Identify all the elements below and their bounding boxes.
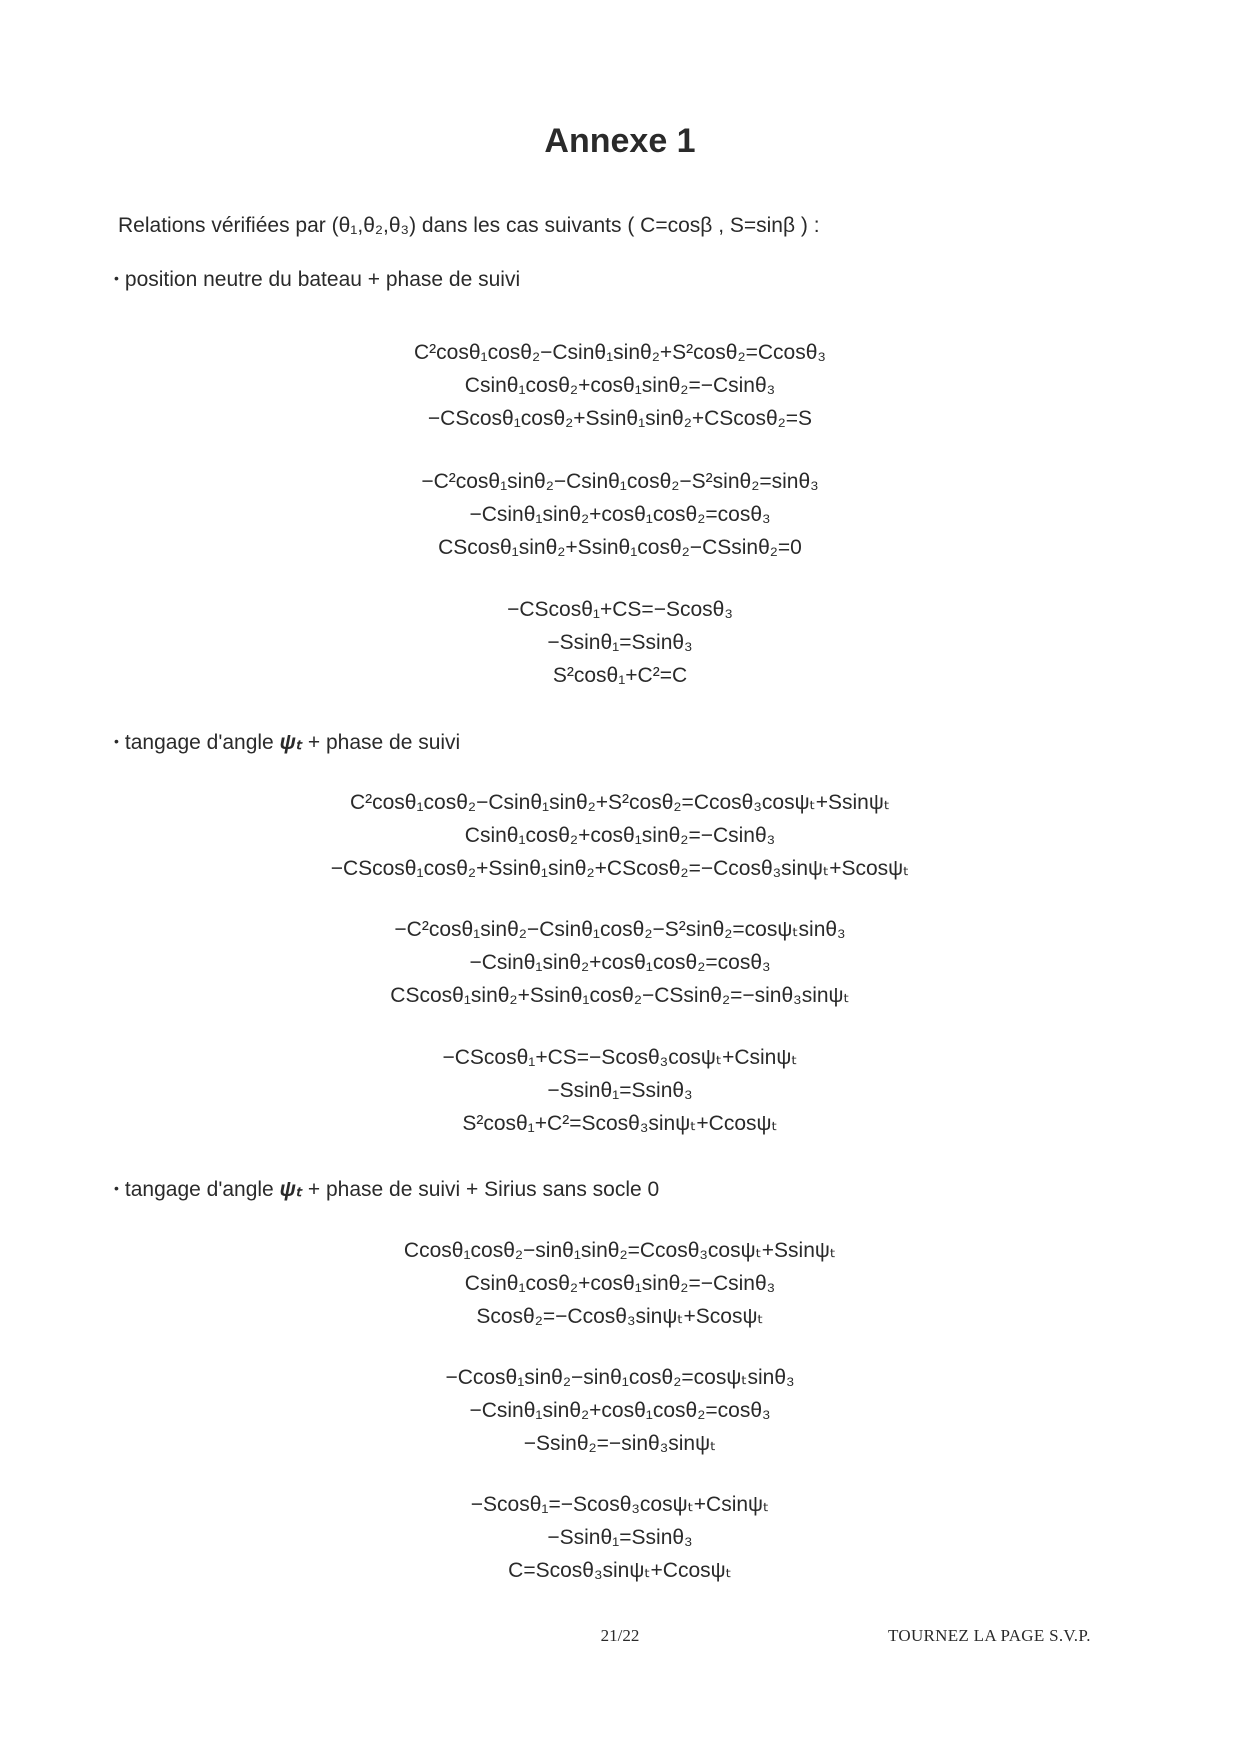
equation: CScosθ₁sinθ₂+Ssinθ₁cosθ₂−CSsinθ₂=0 (438, 536, 802, 559)
equation: S²cosθ₁+C²=C (552, 664, 688, 687)
equation: −C²cosθ₁sinθ₂−Csinθ₁cosθ₂−S²sinθ₂=sinθ₃ (421, 470, 819, 493)
psi-symbol: ψₜ (279, 1178, 303, 1201)
turn-page-note: TOURNEZ LA PAGE S.V.P. (888, 1626, 1091, 1645)
equation: −Ssinθ₁=Ssinθ₃ (547, 1526, 693, 1549)
equation: −CScosθ₁+CS=−Scosθ₃cosψₜ+Csinψₜ (442, 1046, 798, 1069)
equation: Csinθ₁cosθ₂+cosθ₁sinθ₂=−Csinθ₃ (464, 374, 776, 397)
equation: −CScosθ₁+CS=−Scosθ₃ (507, 598, 733, 621)
equation-group-3-1 (0, 1234, 1240, 1333)
equation: Ccosθ₁cosθ₂−sinθ₁sinθ₂=Ccosθ₃cosψₜ+Ssinψₜ (403, 1239, 837, 1262)
intro-text: Relations vérifiées par (θ₁,θ₂,θ₃) dans les cas suivants ( C=cosβ , S=sinβ ) : (118, 214, 820, 237)
bullet: • (114, 733, 119, 749)
equation-group-1-1 (0, 336, 1240, 435)
equation: −Ssinθ₁=Ssinθ₃ (547, 631, 693, 654)
psi-symbol: ψₜ (279, 731, 303, 754)
section-label-pitch (114, 730, 460, 755)
equation: −CScosθ₁cosθ₂+Ssinθ₁sinθ₂+CScosθ₂=S (427, 407, 813, 430)
section-label-text: position neutre du bateau + phase de suivi (124, 268, 521, 291)
bullet: • (114, 1180, 119, 1196)
equation: −Csinθ₁sinθ₂+cosθ₁cosθ₂=cosθ₃ (469, 503, 771, 526)
equation: −Scosθ₁=−Scosθ₃cosψₜ+Csinψₜ (470, 1493, 770, 1516)
equation-group-3-2 (0, 1361, 1240, 1460)
equation-group-1-2 (0, 465, 1240, 564)
equation: −CScosθ₁cosθ₂+Ssinθ₁sinθ₂+CScosθ₂=−Ccosθ₃sinψₜ+Scosψₜ (330, 857, 910, 880)
equation: −Csinθ₁sinθ₂+cosθ₁cosθ₂=cosθ₃ (469, 1399, 771, 1422)
section-label-suffix: + phase de suivi (307, 731, 461, 754)
page-number: 21/22 (600, 1626, 640, 1645)
section-label-neutral (114, 268, 520, 292)
equation: Scosθ₂=−Ccosθ₃sinψₜ+Scosψₜ (476, 1305, 764, 1328)
section-label-suffix: + phase de suivi + Sirius sans socle 0 (307, 1178, 660, 1201)
equation: C²cosθ₁cosθ₂−Csinθ₁sinθ₂+S²cosθ₂=Ccosθ₃cosψₜ+Ssinψₜ (349, 791, 891, 814)
equation: Csinθ₁cosθ₂+cosθ₁sinθ₂=−Csinθ₃ (464, 1272, 776, 1295)
equation: CScosθ₁sinθ₂+Ssinθ₁cosθ₂−CSsinθ₂=−sinθ₃sinψₜ (390, 984, 850, 1007)
equation: S²cosθ₁+C²=Scosθ₃sinψₜ+Ccosψₜ (462, 1112, 778, 1135)
equation: −Ssinθ₁=Ssinθ₃ (547, 1079, 693, 1102)
equation-group-1-3 (0, 593, 1240, 692)
equation-group-3-3 (0, 1488, 1240, 1587)
bullet: • (114, 270, 119, 286)
page-title: Annexe 1 (544, 122, 696, 160)
equation-group-2-1 (0, 786, 1240, 885)
equation: −Csinθ₁sinθ₂+cosθ₁cosθ₂=cosθ₃ (469, 951, 771, 974)
equation-group-2-3 (0, 1041, 1240, 1140)
equation: −C²cosθ₁sinθ₂−Csinθ₁cosθ₂−S²sinθ₂=cosψₜsinθ₃ (394, 918, 846, 941)
section-label-prefix: tangage d'angle (124, 1178, 274, 1201)
equation: Csinθ₁cosθ₂+cosθ₁sinθ₂=−Csinθ₃ (464, 824, 776, 847)
equation: −Ccosθ₁sinθ₂−sinθ₁cosθ₂=cosψₜsinθ₃ (445, 1366, 795, 1389)
equation: C²cosθ₁cosθ₂−Csinθ₁sinθ₂+S²cosθ₂=Ccosθ₃ (414, 341, 826, 364)
equation-group-2-2 (0, 913, 1240, 1012)
section-label-pitch-sirius (114, 1177, 659, 1202)
equation: C=Scosθ₃sinψₜ+Ccosψₜ (508, 1559, 732, 1582)
section-label-prefix: tangage d'angle (124, 731, 274, 754)
equation: −Ssinθ₂=−sinθ₃sinψₜ (523, 1432, 717, 1455)
